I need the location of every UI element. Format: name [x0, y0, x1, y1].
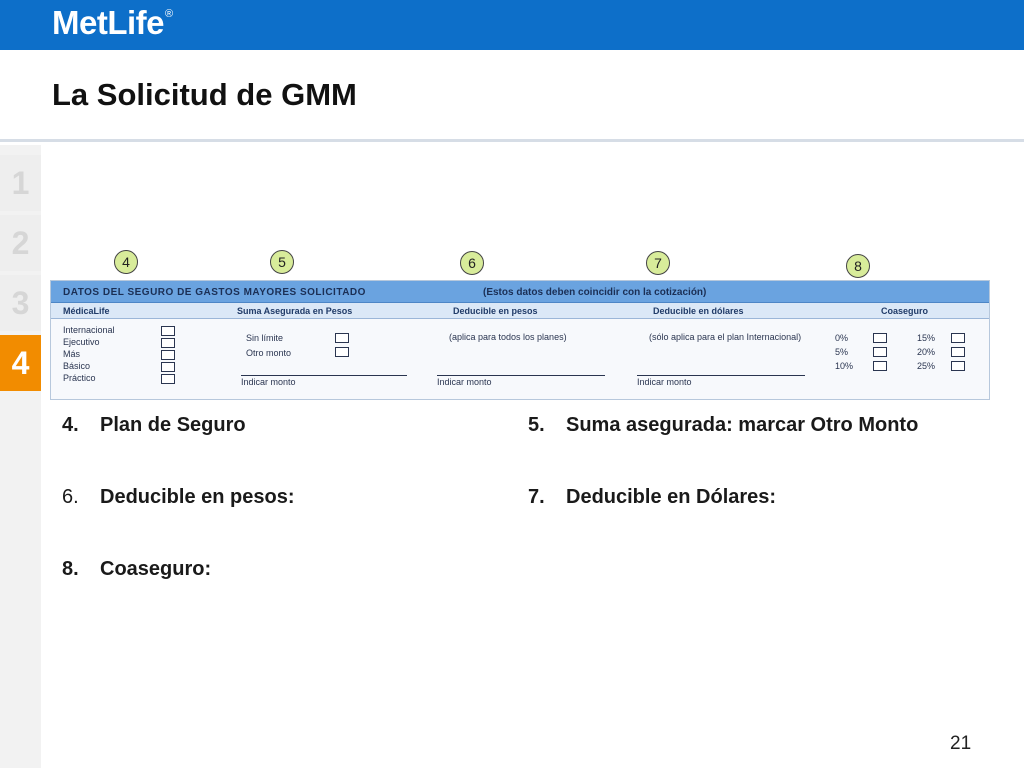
ded-dolares-indicar-monto: Indicar monto	[637, 377, 692, 387]
page-number: 21	[950, 733, 972, 754]
plan-option: Más	[63, 349, 81, 359]
column-coaseguro: Coaseguro	[881, 306, 929, 316]
plan-checkbox[interactable]	[161, 374, 175, 384]
metlife-logo: MetLife®	[52, 4, 173, 41]
ded-dolares-note: (sólo aplica para el plan Internacional)	[649, 332, 802, 342]
callout-6: 6	[460, 251, 484, 275]
form-column-headers	[51, 303, 989, 319]
coaseguro-checkbox[interactable]	[873, 361, 887, 371]
step-1[interactable]: 1	[0, 155, 41, 211]
suma-option: Sin límite	[246, 333, 284, 343]
column-suma: Suma Asegurada en Pesos	[237, 306, 353, 316]
coaseguro-option: 15%	[917, 333, 936, 343]
plan-checkbox[interactable]	[161, 326, 175, 336]
ded-pesos-note: (aplica para todos los planes)	[449, 332, 567, 342]
step-sidebar	[0, 145, 41, 768]
step-2[interactable]: 2	[0, 215, 41, 271]
suma-option: Otro monto	[246, 348, 292, 358]
plan-checkbox[interactable]	[161, 350, 175, 360]
column-plan: MédicaLife	[63, 306, 110, 316]
column-ded-pesos: Deducible en pesos	[453, 306, 538, 316]
suma-amount-line	[241, 375, 407, 376]
form-title: DATOS DEL SEGURO DE GASTOS MAYORES SOLICITADO	[63, 287, 366, 298]
callout-7: 7	[646, 251, 670, 275]
callout-8: 8	[846, 254, 870, 278]
form-header	[51, 281, 989, 303]
plan-option: Básico	[63, 361, 91, 371]
ded-dolares-line	[637, 375, 805, 376]
coaseguro-option: 20%	[917, 347, 936, 357]
step-4-active[interactable]: 4	[0, 335, 41, 391]
brand-bar	[0, 0, 1024, 50]
form-title-note: (Estos datos deben coincidir con la cotización)	[483, 287, 707, 298]
plan-checkbox[interactable]	[161, 338, 175, 348]
coaseguro-option: 10%	[835, 361, 854, 371]
step-3[interactable]: 3	[0, 275, 41, 331]
suma-checkbox[interactable]	[335, 347, 349, 357]
coaseguro-checkbox[interactable]	[951, 347, 965, 357]
plan-option: Ejecutivo	[63, 337, 100, 347]
coaseguro-checkbox[interactable]	[873, 333, 887, 343]
coaseguro-checkbox[interactable]	[873, 347, 887, 357]
suma-checkbox[interactable]	[335, 333, 349, 343]
coaseguro-option: 5%	[835, 347, 849, 357]
ded-pesos-line	[437, 375, 605, 376]
plan-option: Internacional	[63, 325, 115, 335]
column-ded-dolares: Deducible en dólares	[653, 306, 744, 316]
callout-5: 5	[270, 250, 294, 274]
suma-indicar-monto: Indicar monto	[241, 377, 296, 387]
coaseguro-checkbox[interactable]	[951, 361, 965, 371]
plan-option: Práctico	[63, 373, 96, 383]
coaseguro-checkbox[interactable]	[951, 333, 965, 343]
coaseguro-option: 0%	[835, 333, 849, 343]
plan-checkbox[interactable]	[161, 362, 175, 372]
page-title: La Solicitud de GMM	[52, 77, 357, 112]
coaseguro-option: 25%	[917, 361, 936, 371]
form-excerpt	[50, 280, 990, 400]
callout-4: 4	[114, 250, 138, 274]
ded-pesos-indicar-monto: Indicar monto	[437, 377, 492, 387]
